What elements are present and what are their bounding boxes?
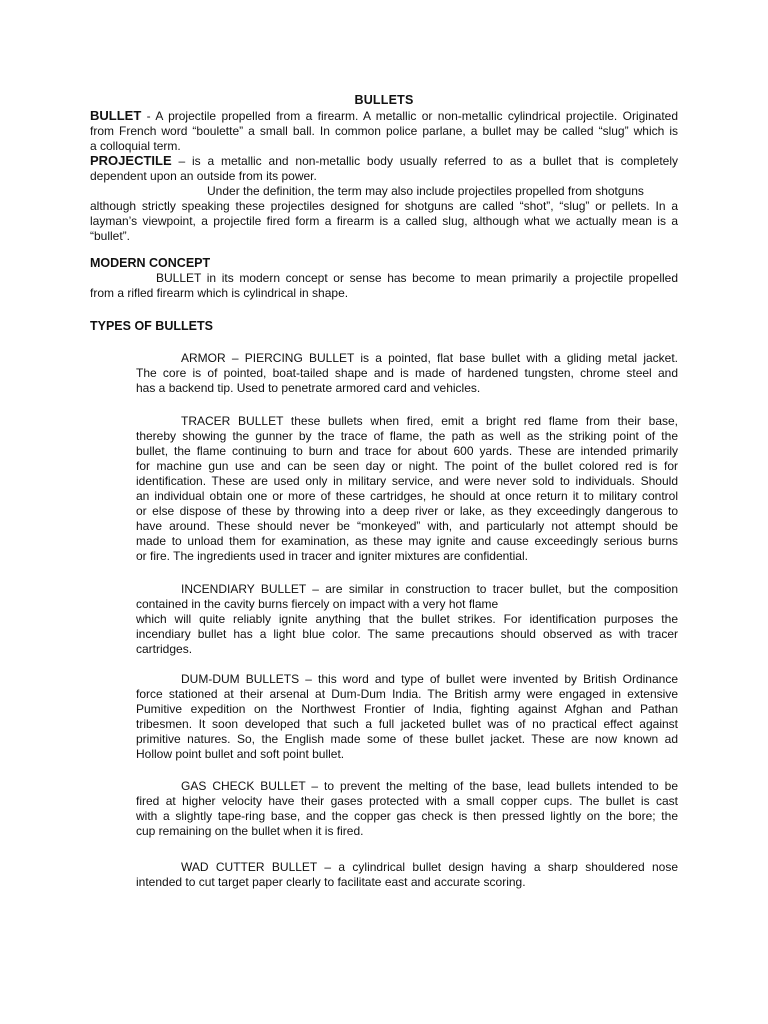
paragraph-line: incendiary bullet has a light blue color. The same precautions should observed as with tracer	[136, 627, 678, 641]
incendiary-paragraph	[136, 582, 678, 657]
definition-line: layman’s viewpoint, a projectile fired form a firearm is a called slug, although what we actually mean is a	[90, 214, 678, 228]
paragraph-line: INCENDIARY BULLET – are similar in construction to tracer bullet, but the composition	[181, 582, 678, 596]
paragraph-line: or fire. The ingredients used in tracer and igniter mixtures are confidential.	[136, 549, 528, 563]
paragraph-line: fired at higher velocity have their gases protected with a small copper cups. The bullet is cast	[136, 794, 678, 808]
paragraph-line: has a backend tip. Used to penetrate armored card and vehicles.	[136, 381, 481, 395]
types-heading: TYPES OF BULLETS	[90, 319, 213, 333]
paragraph-line: Hollow point bullet and soft point bullet.	[136, 747, 345, 761]
document-title: BULLETS	[354, 93, 414, 107]
paragraph-line: which will quite reliably ignite anything that the bullet strikes. For identification purposes the	[136, 612, 678, 626]
paragraph-line: BULLET in its modern concept or sense has become to mean primarily a projectile propelled	[156, 271, 678, 285]
armor-piercing-paragraph	[136, 351, 678, 396]
definition-line: from French word “boulette” a small ball. In common police parlane, a bullet may be called “slug” which is	[90, 124, 678, 138]
paragraph-line: WAD CUTTER BULLET – a cylindrical bullet design having a sharp shouldered nose	[181, 860, 678, 874]
definition-line: BULLET - A projectile propelled from a firearm. A metallic or non-metallic cylindrical projectile. Originated	[90, 108, 678, 123]
paragraph-line: Pumitive expedition on the Northwest Frontier of India, fighting against Afghan and Pathan	[136, 702, 678, 716]
dum-dum-paragraph	[136, 672, 678, 762]
paragraph-line: The core is of pointed, boat-tailed shape and is made of hardened tungsten, chrome steel and	[136, 366, 678, 380]
definition-term: BULLET	[90, 108, 142, 123]
paragraph-line: or else dispose of these by throwing into a deep river or lake, as they exceedingly dangerous to	[136, 504, 678, 518]
paragraph-line: DUM-DUM BULLETS – this word and type of bullet were invented by British Ordinance	[181, 672, 678, 686]
modern-concept-heading: MODERN CONCEPT	[90, 256, 211, 270]
paragraph-line: bullet, the flame continuing to burn and trace for about 600 yards. These are intended primarily	[136, 444, 678, 458]
gas-check-paragraph	[136, 779, 678, 839]
paragraph-line: primitive natures. So, the English made some of these bullet jacket. These are now known ad	[136, 732, 678, 746]
paragraph-line: made to unload them for examination, as these may ignite and cause exceedingly serious burns	[136, 534, 678, 548]
wad-cutter-paragraph	[136, 860, 678, 890]
definition-term: PROJECTILE	[90, 153, 172, 168]
paragraph-line: ARMOR – PIERCING BULLET is a pointed, flat base bullet with a gliding metal jacket.	[181, 351, 678, 365]
paragraph-line: for machine gun use and can be seen day or night. The point of the bullet colored red is for	[136, 459, 678, 473]
definition-line: PROJECTILE – is a metallic and non-metallic body usually referred to as a bullet that is completely	[90, 153, 678, 168]
paragraph-line: TRACER BULLET these bullets when fired, emit a bright red flame from their base,	[181, 414, 678, 428]
paragraph-line: from a rifled firearm which is cylindrical in shape.	[90, 286, 349, 300]
paragraph-line: tribesmen. It soon developed that such a full jacketed bullet was of no practical effect against	[136, 717, 678, 731]
paragraph-line: an individual obtain one or more of these cartridges, he should at once return it to military control	[136, 489, 678, 503]
paragraph-line: GAS CHECK BULLET – to prevent the melting of the base, lead bullets intended to be	[181, 779, 678, 793]
paragraph-line: force stationed at their arsenal at Dum-Dum India. The British army were engaged in extensive	[136, 687, 678, 701]
paragraph-line: with a slightly tape-ring base, and the copper gas check is then pressed lightly on the bore; the	[136, 809, 678, 823]
tracer-paragraph	[136, 414, 678, 564]
definition-line: “bullet”.	[90, 229, 131, 243]
definition-line: Under the definition, the term may also include projectiles propelled from shotguns	[207, 184, 644, 198]
paragraph-line: identification. These are used only in military service, and were never sold to individuals. Should	[136, 474, 678, 488]
paragraph-line: contained in the cavity burns fiercely on impact with a very hot flame	[136, 597, 499, 611]
definition-line: although strictly speaking these projectiles designed for shotguns are called “shot”, “slug” or pellets. In a	[90, 199, 678, 213]
paragraph-line: cup remaining on the bullet when it is fired.	[136, 824, 364, 838]
paragraph-line: have around. These should never be “monkeyed” with, and particularly not attempt should be	[136, 519, 678, 533]
bullet-definition	[90, 108, 678, 154]
paragraph-line: thereby showing the gunner by the trace of flame, the path as well as the striking point of the	[136, 429, 678, 443]
definition-line: dependent upon an outside from its power.	[90, 169, 317, 183]
projectile-definition	[90, 153, 678, 244]
paragraph-line: intended to cut target paper clearly to facilitate east and accurate scoring.	[136, 875, 526, 889]
definition-line: a colloquial term.	[90, 139, 181, 153]
paragraph-line: cartridges.	[136, 642, 193, 656]
modern-concept-text	[90, 271, 678, 301]
